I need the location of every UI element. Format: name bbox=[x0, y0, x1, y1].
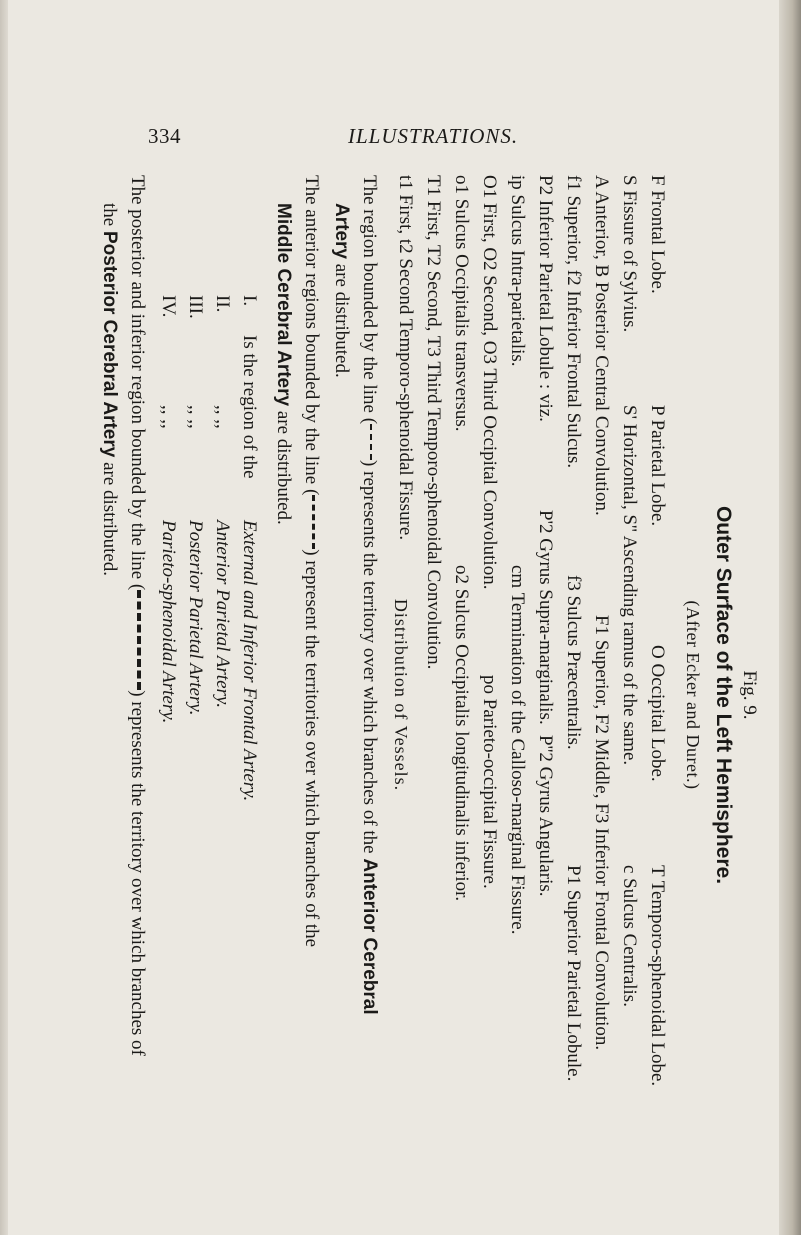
legend-entry: O Occipital Lobe. bbox=[647, 645, 668, 782]
legend-row bbox=[587, 175, 615, 1215]
page-number: 334 bbox=[148, 124, 181, 148]
region-artery: Anterior Parietal Artery. bbox=[212, 520, 233, 709]
region-artery: Parieto-sphenoidal Artery. bbox=[158, 520, 179, 724]
region-prefix: ,, ,, bbox=[158, 405, 179, 429]
region-artery: Posterior Parietal Artery. bbox=[185, 520, 206, 716]
paragraph-text: represents the territory over which branches of bbox=[127, 701, 148, 1056]
legend-entry: c Sulcus Centralis. bbox=[619, 865, 640, 1007]
region-prefix: ,, ,, bbox=[212, 405, 233, 429]
legend-entry: P''2 Gyrus Angularis. bbox=[535, 735, 556, 897]
region-number: III. bbox=[185, 295, 206, 319]
legend-row bbox=[503, 175, 531, 1215]
paragraph-text: The region bounded by the line bbox=[359, 175, 380, 413]
region-prefix: Is the region of the bbox=[239, 335, 260, 479]
book-page bbox=[8, 0, 783, 1235]
legend-entry: P1 Superior Parietal Lobule. bbox=[563, 865, 584, 1082]
legend-entry: po Parieto-occipital Fissure. bbox=[479, 675, 500, 889]
region-item bbox=[209, 175, 236, 1215]
heavy-dashed-line-sample bbox=[127, 590, 141, 690]
legend-entry: S' Horizontal, S'' Ascending ramus of the same. bbox=[619, 405, 640, 766]
legend-entry: T1 First, T2 Second, T3 Third Temporo-sphenoidal Convolution. bbox=[423, 175, 444, 670]
region-number: II. bbox=[212, 295, 233, 313]
legend-entry: cm Termination of the Calloso-marginal Fissure. bbox=[507, 565, 528, 935]
legend-entry: ip Sulcus Intra-parietalis. bbox=[507, 175, 528, 367]
paragraph-text: The anterior regions bounded by the line bbox=[301, 175, 322, 485]
paragraph-anterior-cerebral: The region bounded by the line () represents the territory over which branches of the Anterior Cerebral Artery are distributed. bbox=[331, 175, 380, 1015]
running-head bbox=[148, 124, 743, 154]
paragraph-text: are distributed. bbox=[273, 410, 294, 525]
rotated-figure-caption bbox=[99, 175, 763, 1215]
artery-name: Artery bbox=[331, 203, 352, 259]
legend-entry: P'2 Gyrus Supra-marginalis. bbox=[535, 510, 556, 725]
legend-entry: F Frontal Lobe. bbox=[647, 175, 668, 294]
running-title: ILLUSTRATIONS. bbox=[348, 124, 519, 148]
legend-entry: F1 Superior, F2 Middle, F3 Inferior Frontal Convolution. bbox=[591, 615, 612, 1051]
figure-source: (After Ecker and Duret.) bbox=[683, 600, 703, 790]
paragraph-text: the bbox=[99, 203, 120, 227]
dashed-line-sample bbox=[360, 424, 372, 460]
legend-entry: f1 Superior, f2 Inferior Frontal Sulcus. bbox=[563, 175, 584, 469]
legend-entry: A Anterior, B Posterior Central Convolution. bbox=[591, 175, 612, 516]
region-number: IV. bbox=[158, 295, 179, 318]
legend-row bbox=[643, 175, 671, 1215]
legend-entry: S Fissure of Sylvius. bbox=[619, 175, 640, 333]
legend-entry: O1 First, O2 Second, O3 Third Occipital Convolution. bbox=[479, 175, 500, 590]
legend-entry: o1 Sulcus Occipitalis transversus. bbox=[451, 175, 472, 432]
paragraph-text: The posterior and inferior region bounded by the line bbox=[127, 175, 148, 580]
paragraph-text: represents the territory over which branches of the bbox=[359, 471, 380, 854]
paragraph-text: are distributed. bbox=[331, 263, 352, 378]
legend-entry: P2 Inferior Parietal Lobule : viz. bbox=[535, 175, 556, 422]
legend-entry: f3 Sulcus Præcentralis. bbox=[563, 575, 584, 750]
legend-entry: t1 First, t2 Second Temporo-sphenoidal Fissure. bbox=[395, 175, 416, 541]
figure-label: Fig. 9. bbox=[739, 670, 760, 720]
legend-row bbox=[531, 175, 559, 1215]
region-number: I. bbox=[239, 295, 260, 307]
paragraph-posterior-cerebral: The posterior and inferior region bounded by the line () represents the territory over which branches of the Posterior Cerebral Artery are distributed. bbox=[99, 175, 148, 1056]
legend-entry: P Parietal Lobe. bbox=[647, 405, 668, 527]
section-heading: Distribution of Vessels. bbox=[391, 598, 411, 792]
legend-entry: o2 Sulcus Occipitalis longitudinalis inferior. bbox=[451, 565, 472, 902]
paragraph-middle-cerebral: The anterior regions bounded by the line () represent the territories over which branches of the Middle Cerebral Artery are distributed. bbox=[273, 175, 322, 948]
legend-row bbox=[447, 175, 475, 1215]
legend-row bbox=[559, 175, 587, 1215]
paragraph-text: represent the territories over which branches of the bbox=[301, 560, 322, 948]
legend bbox=[391, 175, 671, 1215]
region-list bbox=[155, 175, 263, 1215]
region-item bbox=[155, 175, 182, 1215]
legend-entry: T Temporo-sphenoidal Lobe. bbox=[647, 865, 668, 1087]
region-item bbox=[236, 175, 263, 1215]
dash-dot-line-sample bbox=[302, 495, 315, 549]
paragraph-text: are distributed. bbox=[99, 462, 120, 577]
region-artery: External and Inferior Frontal Artery. bbox=[239, 520, 260, 802]
artery-name: Posterior Cerebral Artery bbox=[99, 230, 120, 458]
region-prefix: ,, ,, bbox=[185, 405, 206, 429]
figure-title: Outer Surface of the Left Hemisphere. bbox=[712, 505, 735, 885]
region-item bbox=[182, 175, 209, 1215]
legend-row bbox=[615, 175, 643, 1215]
artery-name: Anterior Cerebral bbox=[359, 858, 380, 1015]
page-edge-shadow bbox=[779, 0, 801, 1235]
artery-name: Middle Cerebral Artery bbox=[273, 203, 294, 407]
legend-row bbox=[419, 175, 447, 1215]
legend-row bbox=[475, 175, 503, 1215]
